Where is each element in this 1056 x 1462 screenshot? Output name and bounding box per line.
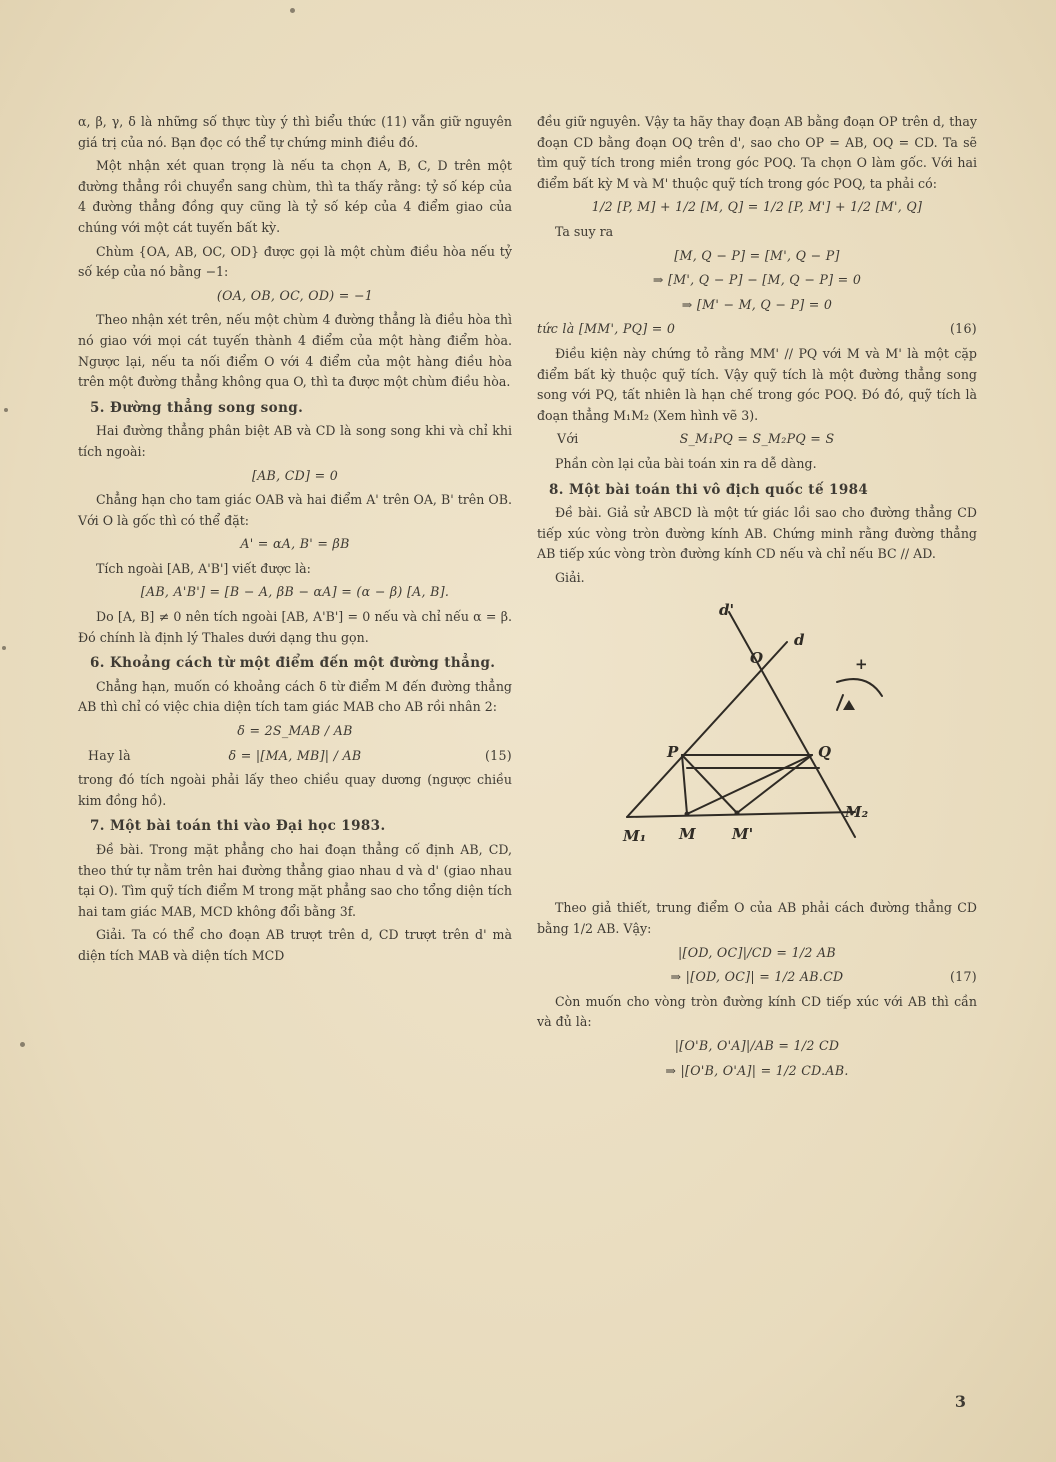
formula: ⇒ [M' − M, Q − P] = 0 <box>681 296 833 312</box>
section-heading: 5. Đường thẳng song song. <box>90 399 304 416</box>
right-column <box>537 112 977 1085</box>
figure-3 <box>537 592 977 892</box>
paragraph: Còn muốn cho vòng tròn đường kính CD tiếp xúc với AB thì cần và đủ là: <box>537 993 977 1030</box>
formula: |[OD, OC]|/CD = 1/2 AB <box>677 944 836 960</box>
paragraph: trong đó tích ngoài phải lấy theo chiều quay dương (ngược chiều kim đồng hồ). <box>78 772 512 808</box>
segment-qm <box>687 755 812 814</box>
paragraph: Đề bài. Trong mặt phẳng cho hai đoạn thẳng cố định AB, CD, theo thứ tự nằm trên hai đường thẳng giao nhau d và d' (giao nhau tại O). Tìm quỹ tích điểm M trong mặt phẳng sao cho tổng diện tích hai tam giác MAB, MCD không đổi bằng 3f. <box>78 842 512 919</box>
formula: ⇒ [M', Q − P] − [M, Q − P] = 0 <box>652 272 862 288</box>
section-heading: 6. Khoảng cách từ một điểm đến một đường thẳng. <box>90 655 496 672</box>
label-p: P <box>667 743 679 762</box>
label-d-prime: d' <box>719 601 735 620</box>
paragraph: Giải. <box>555 569 585 585</box>
paragraph: Đề bài. Giả sử ABCD là một tứ giác lồi sao cho đường thẳng CD tiếp xúc vòng tròn đường kính AB. Chứng minh rằng đường thẳng AB tiếp xúc vòng tròn đường kính CD nếu và chỉ nếu BC // AD. <box>537 505 977 562</box>
label-m: M <box>679 825 696 844</box>
formula-body: S_M₁PQ = S_M₂PQ = S <box>679 431 835 447</box>
formula: [AB, A'B'] = [B − A, βB − αA] = (α − β) [A, B]. <box>140 584 450 600</box>
section-heading: 8. Một bài toán thi vô địch quốc tế 1984 <box>549 481 869 498</box>
paragraph: Hai đường thẳng phân biệt AB và CD là song song khi và chỉ khi tích ngoài: <box>78 423 512 459</box>
label-m2: M₂ <box>845 803 869 822</box>
formula-numbered <box>537 319 977 340</box>
formula: |[O'B, O'A]|/AB = 1/2 CD <box>674 1038 840 1054</box>
ink-spot <box>20 1042 25 1047</box>
point-m <box>685 812 690 817</box>
ink-spot <box>290 8 295 13</box>
paragraph: Tích ngoài [AB, A'B'] viết được là: <box>96 560 311 576</box>
label-m-prime: M' <box>732 825 754 844</box>
paragraph: Theo nhận xét trên, nếu một chùm 4 đường thẳng là điều hòa thì nó giao với mọi cát tuyến thành 4 điểm của một hàng điểm hòa. Ngược lại, nếu ta nối điểm O với 4 điểm của một hàng điều hòa trên một đường thẳng không qua O, thì ta được một chùm điều hòa. <box>78 312 512 390</box>
paragraph: Phần còn lại của bài toán xin ra dễ dàng. <box>555 455 817 471</box>
equation-number: (15) <box>484 747 512 763</box>
formula: δ = 2S_MAB / AB <box>237 723 353 739</box>
rotation-arrow <box>843 700 855 710</box>
label-m1: M₁ <box>623 827 647 846</box>
formula: ⇒ |[O'B, O'A]| = 1/2 CD.AB. <box>665 1062 849 1078</box>
equation-number: (17) <box>949 969 977 985</box>
formula-lead: Với <box>557 431 579 447</box>
label-plus: + <box>855 655 868 674</box>
formula: [M, Q − P] = [M', Q − P] <box>674 247 840 263</box>
formula-lead: Hay là <box>88 747 131 763</box>
paragraph: đều giữ nguyên. Vậy ta hãy thay đoạn AB bằng đoạn OP trên d, thay đoạn CD bằng đoạn OQ trên d', sao cho OP = AB, OQ = CD. Ta sẽ tìm quỹ tích trong miền trong góc POQ. Ta chọn O làm gốc. Với hai điểm bất kỳ M và M' thuộc quỹ tích trong góc POQ, ta phải có: <box>537 114 977 191</box>
rotation-tick <box>837 695 843 710</box>
geometry-diagram <box>537 592 977 892</box>
paragraph: α, β, γ, δ là những số thực tùy ý thì biểu thức (11) vẫn giữ nguyên giá trị của nó. Bạn đọc có thể tự chứng minh điều đó. <box>78 114 512 150</box>
paragraph: Chẳng hạn cho tam giác OAB và hai điểm A' trên OA, B' trên OB. Với O là gốc thì có thể đặt: <box>78 492 512 528</box>
paragraph: Ta suy ra <box>555 223 614 239</box>
segment-pm <box>682 755 687 814</box>
paragraph: Điều kiện này chứng tỏ rằng MM' // PQ với M và M' là một cặp điểm bất kỳ thuộc quỹ tích. Vậy quỹ tích là một đường thẳng song song với PQ, tất nhiên là hạn chế trong góc POQ. Đó đó, quỹ tích là đoạn thẳng M₁M₂ (Xem hình vẽ 3). <box>537 345 977 423</box>
formula-body: tức là [MM', PQ] = 0 <box>537 321 676 337</box>
segment-m1m2 <box>627 812 855 817</box>
line-d-prime <box>729 612 855 837</box>
formula-numbered <box>537 967 977 988</box>
page-number: 3 <box>954 1392 966 1411</box>
point-m-prime <box>735 811 740 816</box>
paragraph: Chẳng hạn, muốn có khoảng cách δ từ điểm M đến đường thẳng AB thì chỉ có việc chia diện tích tam giác MAB cho AB rồi nhân 2: <box>78 678 512 715</box>
paragraph: Do [A, B] ≠ 0 nên tích ngoài [AB, A'B'] = 0 nếu và chỉ nếu α = β. Đó chính là định lý Thales dưới dạng thu gọn. <box>78 609 512 645</box>
equation-number: (16) <box>949 321 977 337</box>
formula-body: ⇒ |[OD, OC]| = 1/2 AB.CD <box>670 969 844 985</box>
label-d: d <box>794 631 805 650</box>
ink-spot <box>4 408 8 412</box>
rotation-arc <box>837 680 882 697</box>
formula: (OA, OB, OC, OD) = −1 <box>216 287 374 303</box>
paragraph: Chùm {OA, AB, OC, OD} được gọi là một chùm điều hòa nếu tỷ số kép của nó bằng −1: <box>78 243 512 280</box>
formula-numbered <box>78 746 512 767</box>
formula: 1/2 [P, M] + 1/2 [M, Q] = 1/2 [P, M'] + 1/2 [M', Q] <box>591 199 923 215</box>
label-o: O <box>750 649 764 668</box>
label-q: Q <box>818 743 832 762</box>
section-heading: 7. Một bài toán thi vào Đại học 1983. <box>90 818 386 835</box>
left-column <box>78 112 512 970</box>
ink-spot <box>2 646 6 650</box>
formula <box>537 429 977 450</box>
formula: A' = αA, B' = βB <box>240 536 350 552</box>
paragraph: Một nhận xét quan trọng là nếu ta chọn A, B, C, D trên một đường thẳng rồi chuyển sang chùm, thì ta thấy rằng: tỷ số kép của 4 đường thẳng đồng quy cũng là tỷ số kép của 4 điểm giao của chúng với một cát tuyến bất kỳ. <box>78 158 512 235</box>
formula-body: δ = |[MA, MB]| / AB <box>228 747 362 763</box>
formula: [AB, CD] = 0 <box>251 467 339 483</box>
paragraph: Giải. Ta có thể cho đoạn AB trượt trên d, CD trượt trên d' mà diện tích MAB và diện tích MCD <box>78 927 512 963</box>
paragraph: Theo giả thiết, trung điểm O của AB phải cách đường thẳng CD bằng 1/2 AB. Vậy: <box>537 900 977 937</box>
